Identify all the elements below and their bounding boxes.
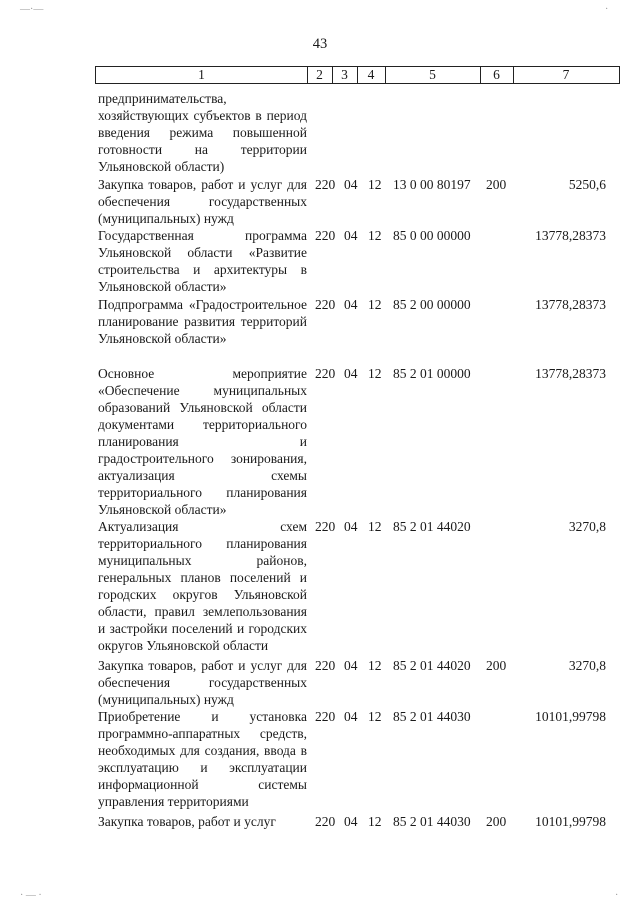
- scan-mark-bottom-right: ·: [615, 890, 619, 901]
- row-description: Приобретение и установка программно-аппаратных средств, необходимых для создания, ввода в эксплуатацию и эксплуатации информационной системы управления территориями: [98, 709, 307, 809]
- cell-target-code: 85 2 01 44030: [393, 709, 471, 724]
- cell-target-code: 13 0 00 80197: [393, 177, 471, 192]
- cell-section: 04: [344, 366, 358, 381]
- scan-mark-top-left: —·—: [20, 4, 44, 15]
- header-col-3: 3: [332, 67, 358, 83]
- cell-subsection: 12: [368, 519, 382, 534]
- cell-subsection: 12: [368, 366, 382, 381]
- cell-subsection: 12: [368, 658, 382, 673]
- row-description: Закупка товаров, работ и услуг для обеспечения государственных (муниципальных) нужд: [98, 177, 307, 226]
- cell-section: 04: [344, 658, 358, 673]
- cell-subsection: 12: [368, 709, 382, 724]
- cell-expense-type: 200: [486, 658, 507, 673]
- header-col-7: 7: [562, 67, 570, 82]
- cell-subsection: 12: [368, 297, 382, 312]
- cell-target-code: 85 2 01 44020: [393, 658, 471, 673]
- cell-ministry: 220: [315, 228, 336, 243]
- cell-target-code: 85 2 00 00000: [393, 297, 471, 312]
- page-number: 43: [312, 36, 328, 52]
- cell-section: 04: [344, 814, 358, 829]
- cell-section: 04: [344, 297, 358, 312]
- cell-ministry: 220: [315, 814, 336, 829]
- row-description: Закупка товаров, работ и услуг: [98, 814, 276, 829]
- cell-subsection: 12: [368, 228, 382, 243]
- row-description: Подпрограмма «Градостроительное планирование развития территорий Ульяновской области»: [98, 297, 307, 346]
- header-col-5: 5: [385, 67, 481, 83]
- cell-ministry: 220: [315, 519, 336, 534]
- cell-target-code: 85 2 01 44030: [393, 814, 471, 829]
- header-col-4: 4: [357, 67, 386, 83]
- cell-amount: 3270,8: [568, 658, 606, 673]
- cell-amount: 13778,28373: [535, 366, 606, 381]
- header-col-1: 1: [96, 67, 308, 83]
- cell-expense-type: 200: [486, 814, 507, 829]
- cell-ministry: 220: [315, 658, 336, 673]
- cell-section: 04: [344, 228, 358, 243]
- cell-amount: 5250,6: [568, 177, 606, 192]
- row-description: Актуализация схем территориального планирования муниципальных районов, генеральных планов поселений и городских округов Ульяновской области, правил землепользования и застройки поселений и городских округов Ульяновской области: [98, 519, 307, 653]
- cell-ministry: 220: [315, 297, 336, 312]
- table-header: [95, 66, 620, 84]
- cell-ministry: 220: [315, 366, 336, 381]
- header-col-6: 6: [480, 67, 514, 83]
- row-description: Государственная программа Ульяновской области «Развитие строительства и архитектуры в Ульяновской области»: [98, 228, 307, 294]
- cell-amount: 3270,8: [568, 519, 606, 534]
- cell-section: 04: [344, 519, 358, 534]
- row-description: Основное мероприятие «Обеспечение муниципальных образований Ульяновской области документами территориального планирования и градостроительного зонирования, актуализация схемы территориального планирования Ульяновской области»: [98, 366, 307, 517]
- cell-target-code: 85 2 01 44020: [393, 519, 471, 534]
- scan-mark-top-right: ·: [605, 4, 609, 15]
- cell-subsection: 12: [368, 814, 382, 829]
- cell-ministry: 220: [315, 709, 336, 724]
- cell-target-code: 85 2 01 00000: [393, 366, 471, 381]
- cell-amount: 10101,99798: [535, 709, 606, 724]
- row-description: Закупка товаров, работ и услуг для обеспечения государственных (муниципальных) нужд: [98, 658, 307, 707]
- cell-section: 04: [344, 709, 358, 724]
- cell-amount: 10101,99798: [535, 814, 606, 829]
- cell-expense-type: 200: [486, 177, 507, 192]
- scan-mark-bottom-left: · — ·: [20, 890, 42, 901]
- cell-amount: 13778,28373: [535, 228, 606, 243]
- cell-subsection: 12: [368, 177, 382, 192]
- header-col-2: 2: [307, 67, 333, 83]
- cell-ministry: 220: [315, 177, 336, 192]
- cell-amount: 13778,28373: [535, 297, 606, 312]
- cell-section: 04: [344, 177, 358, 192]
- cell-target-code: 85 0 00 00000: [393, 228, 471, 243]
- row-description: предпринимательства, хозяйствующих субъектов в период введения режима повышенной готовности на территории Ульяновской области): [98, 91, 307, 174]
